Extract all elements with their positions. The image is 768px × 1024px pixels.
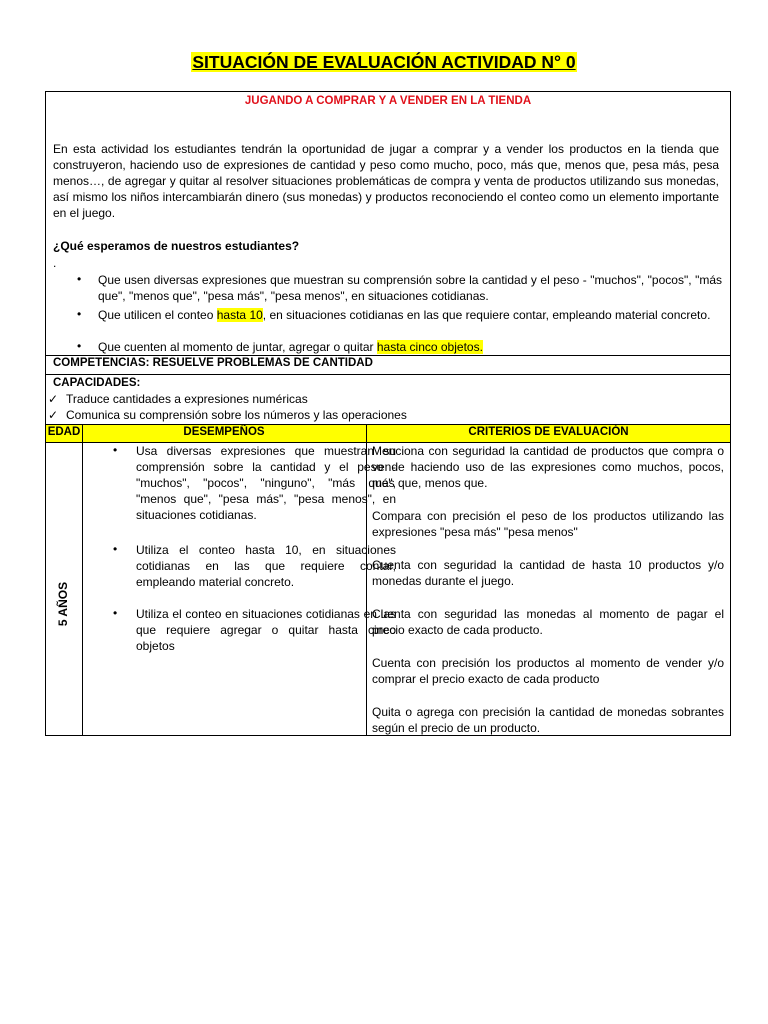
divider xyxy=(46,374,730,375)
divider xyxy=(46,355,730,356)
capacidades-heading: CAPACIDADES: xyxy=(53,377,141,389)
page-title: SITUACIÓN DE EVALUACIÓN ACTIVIDAD N° 0 xyxy=(192,52,576,72)
intro-paragraph: En esta actividad los estudiantes tendrán la oportunidad de jugar a comprar y a vender los productos en la tienda que construyeron, haciendo uso de expresiones de cantidad y peso como mucho, poco, más que, menos que, pesa más, pesa menos…, de agregar y quitar al resolver situaciones problemáticas de compra y venta de productos utilizando sus monedas, así mismo los niños intercambiarán dinero (sus monedas) y productos reconociendo el conteo como un elemento importante en el juego. xyxy=(53,142,719,220)
competencias-heading: COMPETENCIAS: RESUELVE PROBLEMAS DE CANTIDAD xyxy=(53,357,373,369)
column-divider xyxy=(82,425,83,735)
criterio-item: Compara con precisión el peso de los productos utilizando las expresiones "pesa más" "pesa menos" xyxy=(372,509,724,539)
bullet-icon: • xyxy=(77,272,82,286)
activity-subtitle: JUGANDO A COMPRAR Y A VENDER EN LA TIENDA xyxy=(244,95,532,107)
criterio-item: Menciona con seguridad la cantidad de productos que compra o vende haciendo uso de las expresiones como muchos, pocos, más que, menos que. xyxy=(372,444,724,490)
header-criterios: CRITERIOS DE EVALUACIÓN xyxy=(468,426,629,438)
age-label: 5 AÑOS xyxy=(56,581,70,627)
criterio-item: Cuenta con precisión los productos al momento de vender y/o comprar el precio exacto de cada producto xyxy=(372,656,724,686)
bullet-icon: • xyxy=(77,339,82,353)
criterio-item: Quita o agrega con precisión la cantidad de monedas sobrantes según el precio de un producto. xyxy=(372,705,724,735)
bullet-icon: • xyxy=(113,606,118,620)
dot-text: . xyxy=(53,256,57,270)
bullet-icon: • xyxy=(113,542,118,556)
checkmark-icon: ✓ xyxy=(48,392,59,406)
bullet-icon: • xyxy=(77,307,82,321)
question-heading: ¿Qué esperamos de nuestros estudiantes? xyxy=(53,239,300,253)
highlight-text: hasta cinco objetos. xyxy=(376,340,483,354)
highlight-text: hasta 10 xyxy=(216,308,263,322)
checkmark-icon: ✓ xyxy=(48,408,59,422)
criterio-item: Cuenta con seguridad las monedas al momento de pagar el precio exacto de cada producto. xyxy=(372,607,724,637)
bullet-icon: • xyxy=(113,443,118,457)
table-header xyxy=(46,425,730,442)
header-desempenos: DESEMPEÑOS xyxy=(183,426,265,438)
header-edad: EDAD xyxy=(47,426,81,438)
evaluation-table: JUGANDO A COMPRAR Y A VENDER EN LA TIENDA En esta actividad los estudiantes tendrán la oportunidad de jugar a comprar y a vender los productos en la tienda que construyeron, haciendo uso de expresiones de cantidad y peso como mucho, poco, más que, menos que, pesa más, pesa menos…, de agregar y quitar al resolver situaciones problemáticas de compra y venta de productos utilizando sus monedas, así mismo los niños intercambiarán dinero (sus monedas) y productos reconociendo el conteo como un elemento importante en el juego. ¿Qué esperamos de nuestros estudiantes? . • Que usen diversas expresiones que muestran su comprensión sobre la cantidad y el peso - "muchos", "pocos", "más que", "menos que", "pesa más", "pesa menos", en situaciones cotidianas. • Que utilicen el conteo hasta 10, en situaciones cotidianas en las que requiere contar, empleando material concreto. • Que cuenten al momento de juntar, agregar o quitar hasta cinco objetos. COMPETENCIAS: RESUELVE PROBLEMAS DE CANTIDAD CAPACIDADES: ✓ Traduce cantidades a expresiones numéricas ✓ Comunica su comprensión sobre los números y las operaciones EDAD DESEMPEÑOS CRITERIOS DE EVALUACIÓN 5 AÑOS • Usa diversas expresiones que muestran su comprensión sobre la cantidad y el peso - "muchos", "pocos", "ninguno", "más que", "menos que", "pesa más", "pesa menos", en situaciones cotidianas. • Utiliza el conteo hasta 10, en situaciones cotidianas en las que requiere contar, empleando material concreto. • Utiliza el conteo en situaciones cotidianas en las que requiere agregar o quitar hasta cinco objetos Menciona con seguridad la cantidad de productos que compra o vende haciendo uso de las expresiones como muchos, pocos, más que, menos que. Compara con precisión el peso de los productos utilizando las expresiones "pesa más" "pesa menos" Cuenta con seguridad la cantidad de hasta 10 productos y/o monedas durante el juego. Cuenta con seguridad las monedas al momento de pagar el precio exacto de cada producto. Cuenta con precisión los productos al momento de vender y/o comprar el precio exacto de cada producto Quita o agrega con precisión la cantidad de monedas sobrantes según el precio de un producto. xyxy=(45,91,731,736)
criterio-item: Cuenta con seguridad la cantidad de hasta 10 productos y/o monedas durante el juego. xyxy=(372,558,724,588)
